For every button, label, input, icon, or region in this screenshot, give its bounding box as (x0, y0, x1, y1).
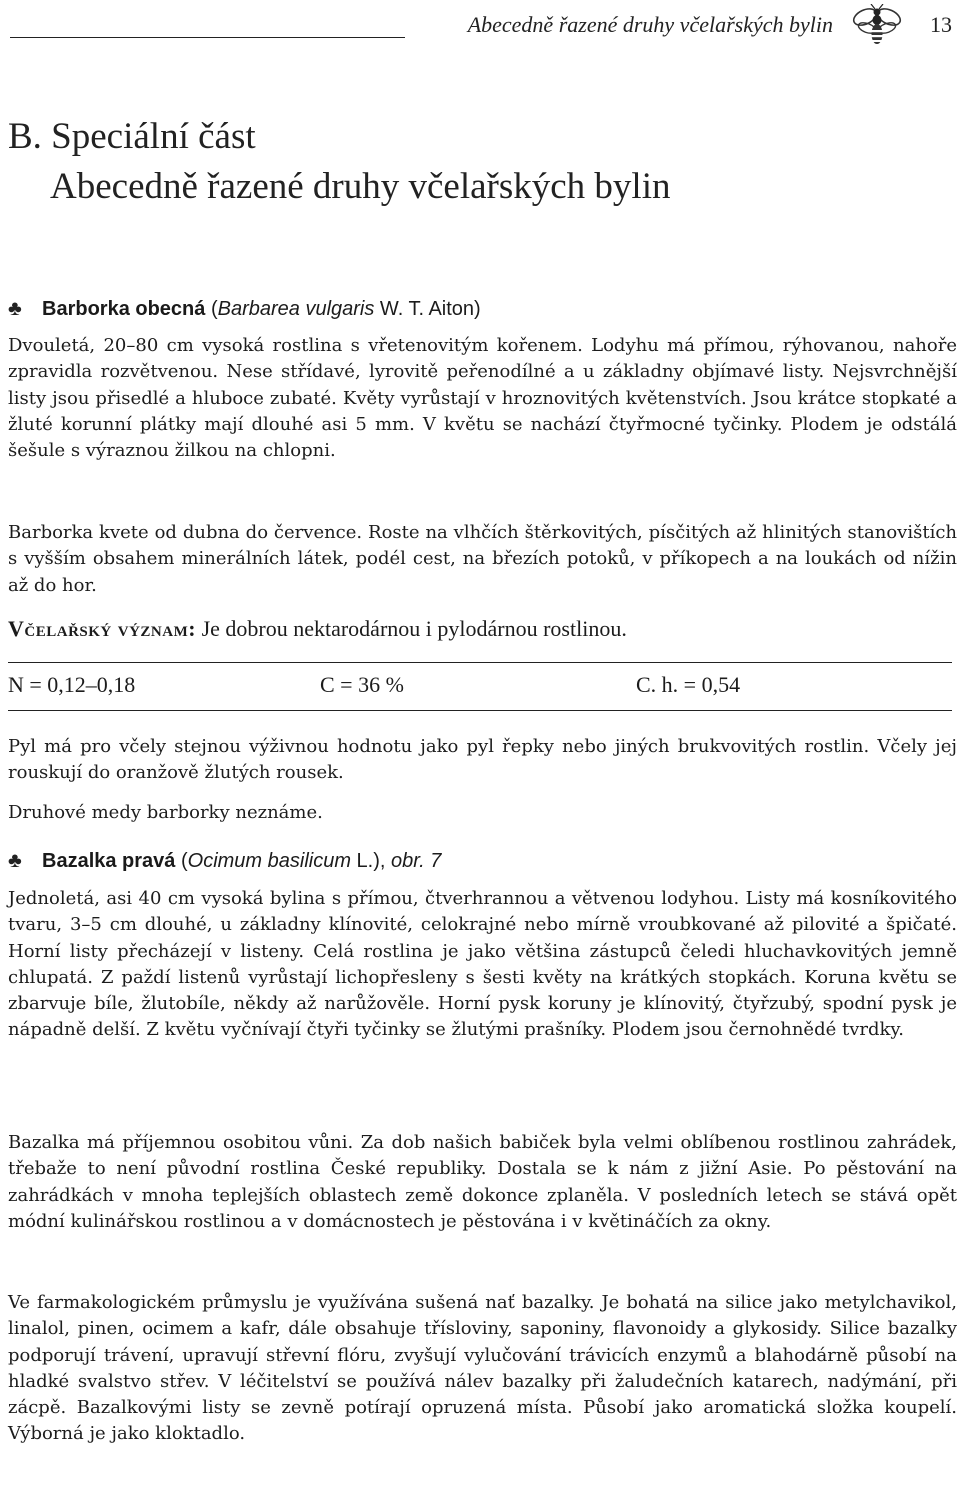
metric-ch: C. h. = 0,54 (636, 672, 741, 697)
latin-author: W. T. Aiton) (374, 298, 481, 320)
metric-n: N = 0,12–0,18 (8, 672, 136, 697)
latin-name: Barbarea vulgaris (217, 298, 375, 320)
bazalka-aroma: Bazalka má příjemnou osobitou vůni. Za dob našich babiček byla velmi oblíbenou rostlinou zahrádek, třebaže to není původní rostlina České republiky. Dostala se k nám z jižní Asie. Po pěstování na zahrádkách v mnoha teplejších oblastech země dokonce zplaněla. V posledních letech se stává opět módní kulinářskou rostlinou a v domácnostech je pěstována i v květináčích za okny. (8, 1132, 957, 1232)
metric-c: C = 36 % (320, 672, 404, 697)
latin-name: Ocimum basilicum (187, 850, 351, 872)
significance-label: Včelařský význam: (8, 616, 197, 641)
figure-reference: obr. 7 (391, 850, 442, 872)
latin-paren: ( (175, 850, 188, 872)
latin-paren: ( (210, 298, 218, 320)
bazalka-pharmacology: Ve farmakologickém průmyslu je využívána sušená nať bazalky. Je bohatá na silice jako metylchavikol, linalol, pinen, ocimem a kafr, dále obsahuje třísloviny, saponiny, flavonoidy a glykosidy. Silice bazalky podporují trávení, upravují střevní flóru, zvyšují vylučování trávicích enzymů a blahodárně působí na hladké svalstvo střev. V léčitelství se používá nálev bazalky při žaludečních katarech, nadýmání, při zácpě. Bazalkovými listy se zevně potírají opruzená místa. Působí jako aromatická složka koupelí. Výborná je jako kloktadlo. (8, 1292, 957, 1445)
metrics-rule-top (8, 662, 952, 663)
barborka-pollen: Pyl má pro včely stejnou výživnou hodnotu jako pyl řepky nebo jiných brukvovitých rostlin. Včely jej rouskují do oranžově žlutých rousek. (8, 736, 957, 784)
nectar-metrics (8, 672, 952, 702)
bazalka-description: Jednoletá, asi 40 cm vysoká bylina s přímou, čtverhrannou a větvenou lodyhou. Listy má kosníkovitého tvaru, 3–5 cm dlouhé, u základny klínovité, celokrajné nebo mírně vroubkované až pilovité a špičaté. Horní listy přecházejí v listeny. Celá rostlina je jako většina zástupců čeledi hluchavkovitých jemně chlupatá. Z paždí listenů vyrůstají lichopřesleny s šesti květy na krátkých stopkách. Koruna květu se zbarvuje bíle, žlutobíle, někdy až narůžověle. Horní pysk koruny je klínovitý, čtyřzubý, spodní pysk je nápadně delší. Z květu vyčnívají čtyři tyčinky se žlutými prašníky. Plodem jsou černohnědé tvrdky. (8, 888, 957, 1041)
barborka-habitat: Barborka kvete od dubna do července. Roste na vlhčích štěrkovitých, písčitých až hlinitých stanovištích s vyšším obsahem minerálních látek, podél cest, na březích potoků, v příkopech a na loukách od nížin až do hor. (8, 522, 957, 596)
header-rule (10, 37, 405, 38)
plant-heading-barborka (8, 294, 481, 323)
page-header (0, 0, 960, 60)
bee-icon (851, 4, 903, 48)
running-title: Abecedně řazené druhy včelařských bylin (467, 12, 833, 37)
barborka-honey: Druhové medy barborky neznáme. (8, 802, 323, 823)
plant-heading-bazalka (8, 846, 441, 875)
beekeeping-significance (8, 616, 627, 642)
page-number: 13 (930, 12, 952, 37)
club-icon: ♣ (8, 296, 22, 320)
latin-author: L.), (351, 850, 392, 872)
section-title: B. Speciální část (8, 116, 256, 157)
significance-text: Je dobrou nektarodárnou i pylodárnou rostlinou. (196, 616, 627, 641)
section-subtitle: Abecedně řazené druhy včelařských bylin (50, 166, 671, 207)
club-icon: ♣ (8, 848, 22, 872)
metrics-rule-bottom (8, 710, 952, 711)
plant-name: Bazalka pravá (42, 850, 176, 872)
barborka-description: Dvouletá, 20–80 cm vysoká rostlina s vřetenovitým kořenem. Lodyhu má přímou, rýhovanou, nahoře zpravidla rozvětvenou. Nese střídavé, lyrovitě peřenodílné a u základny objímavé listy. Nejsvrchnější listy jsou přisedlé a hluboce zubaté. Květy vyrůstají v hroznovitých květenstvích. Jsou krátce stopkaté a žluté korunní plátky mají dlouhé asi 5 mm. V květu se nachází čtyřmocné tyčinky. Plodem je odstálá šešule s výraznou žilkou na chlopni. (8, 335, 957, 462)
plant-name: Barborka obecná (42, 298, 206, 320)
section-heading (8, 112, 671, 212)
